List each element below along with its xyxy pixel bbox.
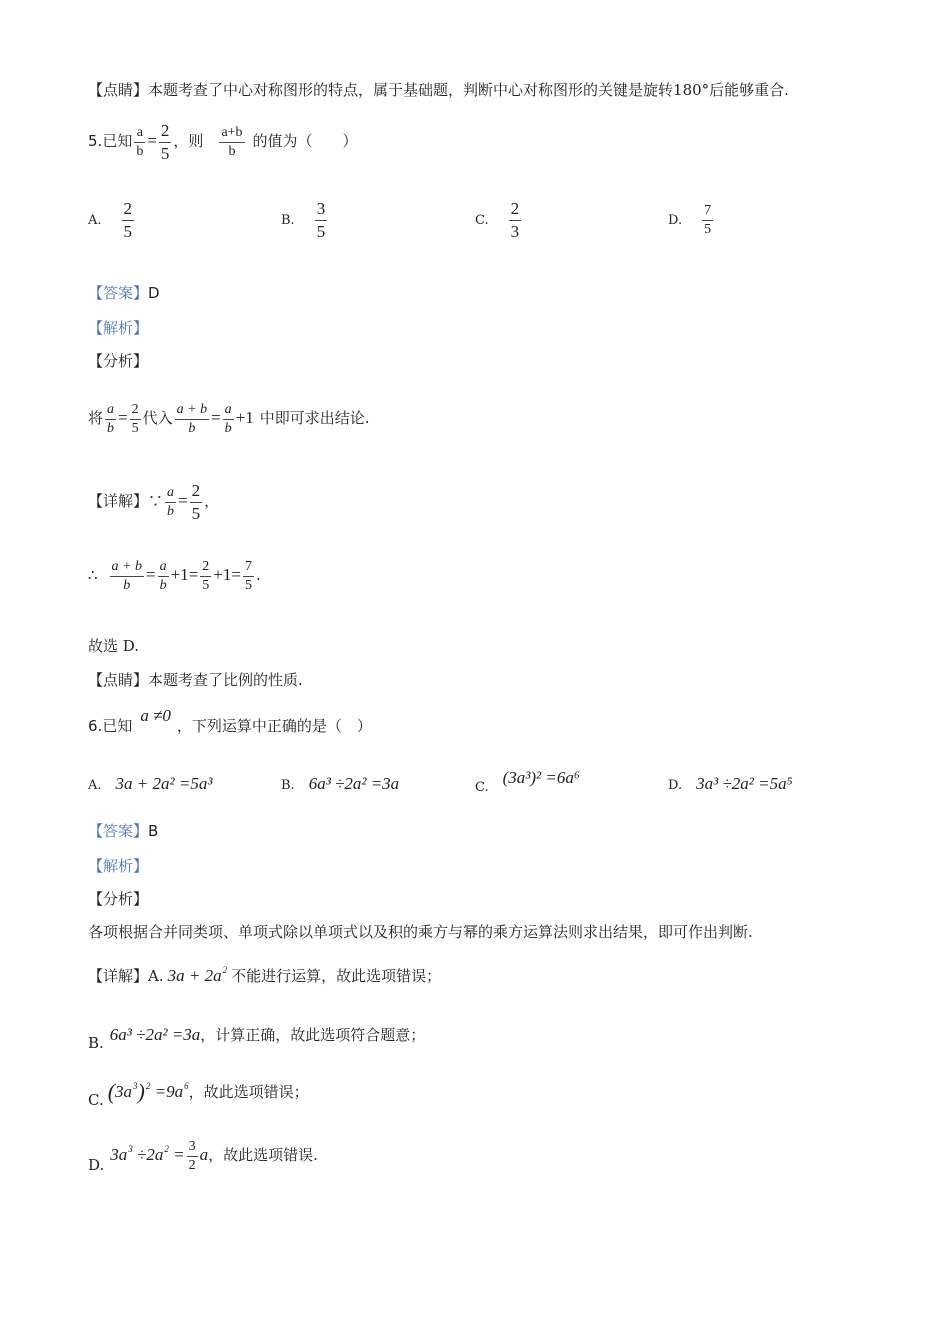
detail-c-label: C. [88, 1091, 104, 1109]
analysis-post: 中即可求出结论. [259, 409, 370, 427]
equals-sign: = [211, 408, 221, 427]
question-5 [88, 117, 358, 165]
q5-choose: 故选 D. [88, 637, 140, 655]
q6-answer [88, 821, 158, 841]
option-c-expr: (3a³)² =6a⁶ [502, 768, 580, 787]
detail-frac-a-b: $\frac{a}{b}$ [167, 484, 175, 519]
question-stem-pre: 已知 [102, 717, 133, 735]
q6-option-b: B. 6a³ ÷2a² =3a [281, 774, 400, 793]
q6-fenxi: 【分析】 [88, 890, 149, 908]
therefore-symbol: ∴ [88, 566, 98, 584]
q5-detail-1 [88, 478, 219, 525]
plus-one-eq-2: +1= [213, 565, 241, 584]
detail-tag: 【详解】 [88, 967, 149, 985]
plus-one-eq: +1= [170, 565, 199, 584]
detail-d-frac-3-2: $\frac{3}{2}$ [188, 1138, 196, 1173]
condition: a ≠0 [140, 706, 171, 725]
option-a-expr: 3a + 2a² =5a³ [115, 774, 213, 793]
q5-dianjing [88, 670, 303, 690]
answer-tag: 【答案】 [88, 822, 149, 840]
detail-a-label: A. [148, 967, 164, 985]
dianjing-tag: 【点睛】 [88, 671, 149, 689]
analysis-frac-a-b-2: $\frac{a}{b}$ [224, 401, 232, 436]
equals-sign: = [118, 408, 128, 427]
answer-value: D [148, 284, 160, 302]
detail-a-formula: $3a + 2a^2$ [167, 965, 228, 985]
q5-answer [88, 283, 160, 303]
detail-b-text: ，计算正确，故此选项符合题意； [200, 1026, 426, 1044]
option-d-fraction: $\frac{7}{5}$ [704, 203, 712, 237]
question-number: 6. [88, 717, 103, 735]
detail-b-label: B. [88, 1034, 104, 1052]
detail-frac-2-5: $\frac{2}{5}$ [191, 480, 201, 523]
q5-option-c: C. $\frac{2}{3}$ [475, 199, 520, 241]
detail-comma: ， [204, 492, 220, 510]
q5-jiexi: 【解析】 [88, 319, 149, 337]
option-d-expr: 3a³ ÷2a² =5a⁵ [696, 774, 793, 793]
dianjing-tag: 【点睛】 [88, 81, 149, 99]
equals-sign: = [178, 491, 188, 510]
detail-frac-7-5: $\frac{7}{5}$ [244, 558, 252, 593]
detail-dot: . [255, 566, 261, 584]
equals-sign: = [147, 131, 157, 150]
fraction-a-over-b: $\frac{a}{b}$ [136, 124, 144, 159]
detail-b-expr: 6a³ ÷2a² =3a [109, 1025, 201, 1044]
analysis-frac-2-5: $\frac{2}{5}$ [131, 401, 139, 436]
q6-analysis: 各项根据合并同类项、单项式除以单项式以及积的乘方与幂的乘方运算法则求出结果，即可作出判断. [88, 923, 753, 941]
question-stem-post: ，下列运算中正确的是（ ） [176, 717, 372, 735]
analysis-pre: 将 [88, 409, 104, 427]
q6-option-d: D. 3a³ ÷2a² =5a⁵ [668, 774, 793, 793]
analysis-frac-ab-b: $\frac{a + b}{b}$ [176, 401, 208, 436]
detail-d-formula: $3a^3 \div 2a^2$ = [110, 1144, 185, 1164]
analysis-frac-a-b: $\frac{a}{b}$ [107, 401, 115, 436]
q6-detail-d: $D.3a^3 \div 2a^2$ = $\frac{3}{2}$ a，故此选项错误. [88, 1138, 318, 1174]
fraction-2-over-5: $\frac{2}{5}$ [160, 120, 170, 163]
question-stem-mid: ，则 [173, 132, 204, 150]
dianjing-line-prev [88, 80, 789, 100]
option-b-fraction: $\frac{3}{5}$ [316, 199, 326, 241]
equals-sign: = [146, 565, 156, 584]
q5-fenxi: 【分析】 [88, 352, 149, 370]
q6-detail-c [88, 1077, 309, 1109]
answer-tag: 【答案】 [88, 284, 149, 302]
because-symbol: ∵ [148, 492, 164, 510]
q5-option-a: A. $\frac{2}{5}$ [88, 199, 133, 241]
q5-option-d: D. $\frac{7}{5}$ [668, 203, 712, 237]
detail-frac-2-5-2: $\frac{2}{5}$ [202, 558, 210, 593]
q6-detail-a [88, 966, 441, 988]
dianjing-text: 本题考查了比例的性质. [148, 671, 303, 689]
detail-d-label: D. [88, 1156, 105, 1174]
question-stem-post: 的值为（ ） [252, 132, 358, 150]
q5-option-b: B. $\frac{3}{5}$ [281, 199, 326, 241]
dianjing-text: 本题考查了中心对称图形的特点，属于基础题，判断中心对称图形的关键是旋转180°后能够重合. [148, 81, 789, 99]
detail-tag: 【详解】 [88, 492, 149, 510]
answer-value: B [148, 822, 159, 840]
detail-d-text: ，故此选项错误. [208, 1146, 318, 1164]
detail-frac-ab-b: $\frac{a + b}{b}$ [111, 558, 142, 593]
q6-option-c: C.(3a³)² =6a⁶ [475, 768, 580, 795]
detail-a-text: 不能进行运算，故此选项错误； [231, 967, 442, 985]
option-c-fraction: $\frac{2}{3}$ [510, 199, 520, 241]
q6-jiexi: 【解析】 [88, 857, 149, 875]
question-number: 5. [88, 132, 103, 150]
fraction-a-plus-b-over-b: $\frac{a+b}{b}$ [221, 124, 243, 159]
detail-c-formula: $(3a^3)^2 =9a^6$ [107, 1079, 189, 1104]
option-b-expr: 6a³ ÷2a² =3a [308, 774, 400, 793]
q5-analysis [88, 395, 370, 441]
detail-c-text: ，故此选项错误； [188, 1083, 309, 1101]
q6-detail-b [88, 1020, 425, 1050]
q6-option-a: A. 3a + 2a² =5a³ [88, 774, 213, 793]
question-6 [88, 706, 372, 740]
option-a-fraction: $\frac{2}{5}$ [123, 199, 133, 241]
question-stem-pre: 已知 [102, 132, 133, 150]
plus-one: +1 [235, 408, 254, 427]
detail-frac-a-b-2: $\frac{a}{b}$ [159, 558, 167, 593]
analysis-mid: 代入 [142, 409, 173, 427]
q5-detail-2 [88, 552, 261, 598]
